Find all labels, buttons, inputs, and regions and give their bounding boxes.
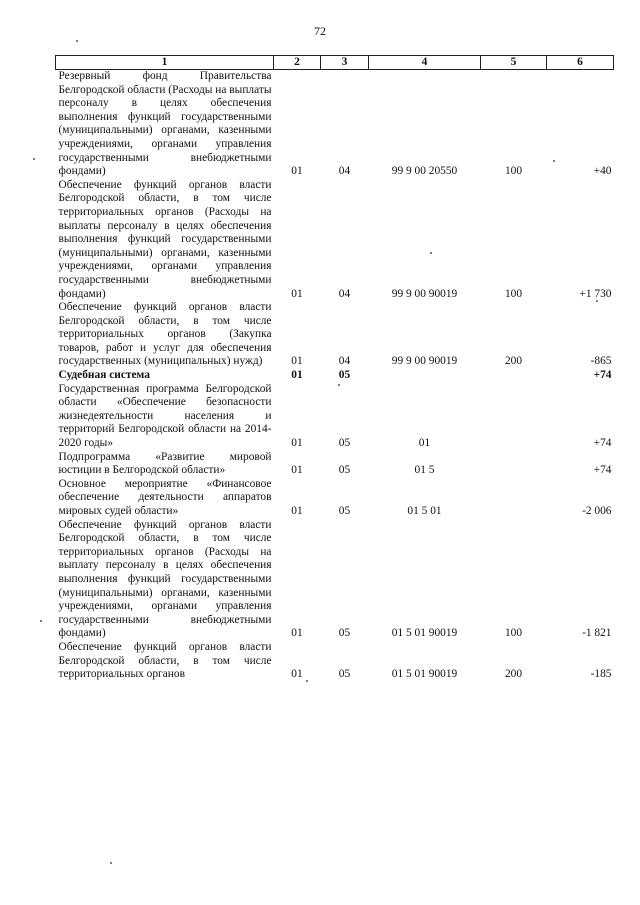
row-target-article: 01 5 01 <box>407 505 442 517</box>
row-description: Государственная программа Белгородской области «Обеспечение безопасности жизнедеятельности населения и территорий Белгородской области на 2014-2020 годы» <box>58 382 272 450</box>
scan-speck <box>306 680 308 682</box>
row-target-article: 99 9 00 90019 <box>391 287 458 300</box>
table-row <box>56 369 614 383</box>
row-description: Основное мероприятие «Финансовое обеспечение деятельности аппаратов мировых судей области» <box>58 477 272 517</box>
row-section: 01 <box>291 355 303 368</box>
row-target-article: 01 5 01 90019 <box>391 668 458 681</box>
row-expense-type <box>481 369 547 383</box>
scan-speck <box>33 158 35 160</box>
row-subsection: 04 <box>338 355 351 368</box>
row-subsection: 04 <box>338 287 351 300</box>
header-col-3: 3 <box>321 56 369 70</box>
table-row <box>56 179 614 301</box>
row-expense-type: 200 <box>504 668 523 681</box>
row-description: Резервный фонд Правительства Белгородской области (Расходы на выплаты персоналу в целях обеспечения выполнения функций государственными (муниципальными) органами, казенными учреждениями, органами управления государственными внебюджетными фондами) <box>58 70 272 178</box>
table-row <box>56 451 614 478</box>
row-section: 01 <box>291 505 303 517</box>
row-subsection: 05 <box>338 437 351 450</box>
row-target-article: 99 9 00 20550 <box>391 165 458 178</box>
row-expense-type: 100 <box>504 287 523 300</box>
header-col-6: 6 <box>547 56 614 70</box>
row-section: 01 <box>291 668 303 681</box>
row-target-article: 01 <box>418 437 431 450</box>
row-description: Обеспечение функций органов власти Белгородской области, в том числе территориальных органов (Расходы на выплату персоналу в целях обеспечения выполнения функций государственными (муниципальными) органами, казенными учреждениями, органами управления государственными внебюджетными фондами) <box>58 518 272 640</box>
row-subsection: 05 <box>338 369 351 382</box>
page-number: 72 <box>314 24 326 38</box>
table-row <box>56 478 614 519</box>
row-description: Обеспечение функций органов власти Белгородской области, в том числе территориальных органов <box>58 640 272 681</box>
row-target-article: 99 9 00 90019 <box>391 355 458 368</box>
header-col-1: 1 <box>56 56 274 70</box>
row-subsection: 05 <box>338 627 351 640</box>
budget-table <box>55 55 614 682</box>
row-subsection: 05 <box>338 464 351 477</box>
row-amount: +40 <box>593 165 612 178</box>
scan-speck <box>40 620 42 622</box>
row-expense-type: 200 <box>504 355 523 368</box>
row-amount: +74 <box>593 464 612 477</box>
scan-speck <box>338 384 340 386</box>
row-amount: -1 821 <box>582 627 612 640</box>
row-amount: +74 <box>593 437 612 450</box>
row-target-article: 01 5 <box>414 464 435 477</box>
table-row <box>56 519 614 641</box>
header-col-2: 2 <box>274 56 321 70</box>
row-subsection: 05 <box>338 505 351 517</box>
scan-speck <box>110 862 112 864</box>
row-amount: -2 006 <box>582 505 612 517</box>
scan-speck <box>596 300 598 302</box>
header-col-5: 5 <box>481 56 547 70</box>
row-section: 01 <box>291 464 303 477</box>
row-subsection: 05 <box>338 668 351 681</box>
row-target-article: 01 5 01 90019 <box>391 627 458 640</box>
scan-speck <box>430 252 432 254</box>
table-row <box>56 70 614 179</box>
row-expense-type <box>481 451 547 478</box>
row-expense-type: 100 <box>504 165 523 178</box>
row-description: Подпрограмма «Развитие мировой юстиции в Белгородской области» <box>58 450 272 477</box>
header-col-4: 4 <box>369 56 481 70</box>
row-amount: +1 730 <box>579 287 612 300</box>
row-subsection: 04 <box>338 165 351 178</box>
row-expense-type: 100 <box>504 627 523 640</box>
scan-speck <box>76 40 78 42</box>
row-description: Обеспечение функций органов власти Белгородской области, в том числе территориальных органов (Расходы на выплаты персоналу в целях обеспечения выполнения функций государственными (муниципальными) органами, казенными учреждениями, органами управления государственными внебюджетными фондами) <box>58 178 272 300</box>
table-row <box>56 383 614 451</box>
row-description: Обеспечение функций органов власти Белгородской области, в том числе территориальных органов (Закупка товаров, работ и услуг для обеспечения государственных (муниципальных) нужд) <box>58 301 272 368</box>
row-section: 01 <box>291 165 303 178</box>
row-section: 01 <box>291 437 303 450</box>
row-description: Судебная система <box>58 369 150 382</box>
row-amount: -865 <box>590 355 612 368</box>
row-amount: -185 <box>590 668 612 681</box>
row-amount: +74 <box>593 369 612 382</box>
row-target-article <box>369 369 481 383</box>
row-expense-type <box>481 478 547 519</box>
table-row <box>56 301 614 369</box>
row-section: 01 <box>291 627 303 640</box>
scan-speck <box>553 160 555 162</box>
row-section: 01 <box>291 369 303 382</box>
table-row <box>56 641 614 682</box>
table-header-row <box>56 56 614 70</box>
row-section: 01 <box>291 287 303 300</box>
row-expense-type <box>481 383 547 451</box>
